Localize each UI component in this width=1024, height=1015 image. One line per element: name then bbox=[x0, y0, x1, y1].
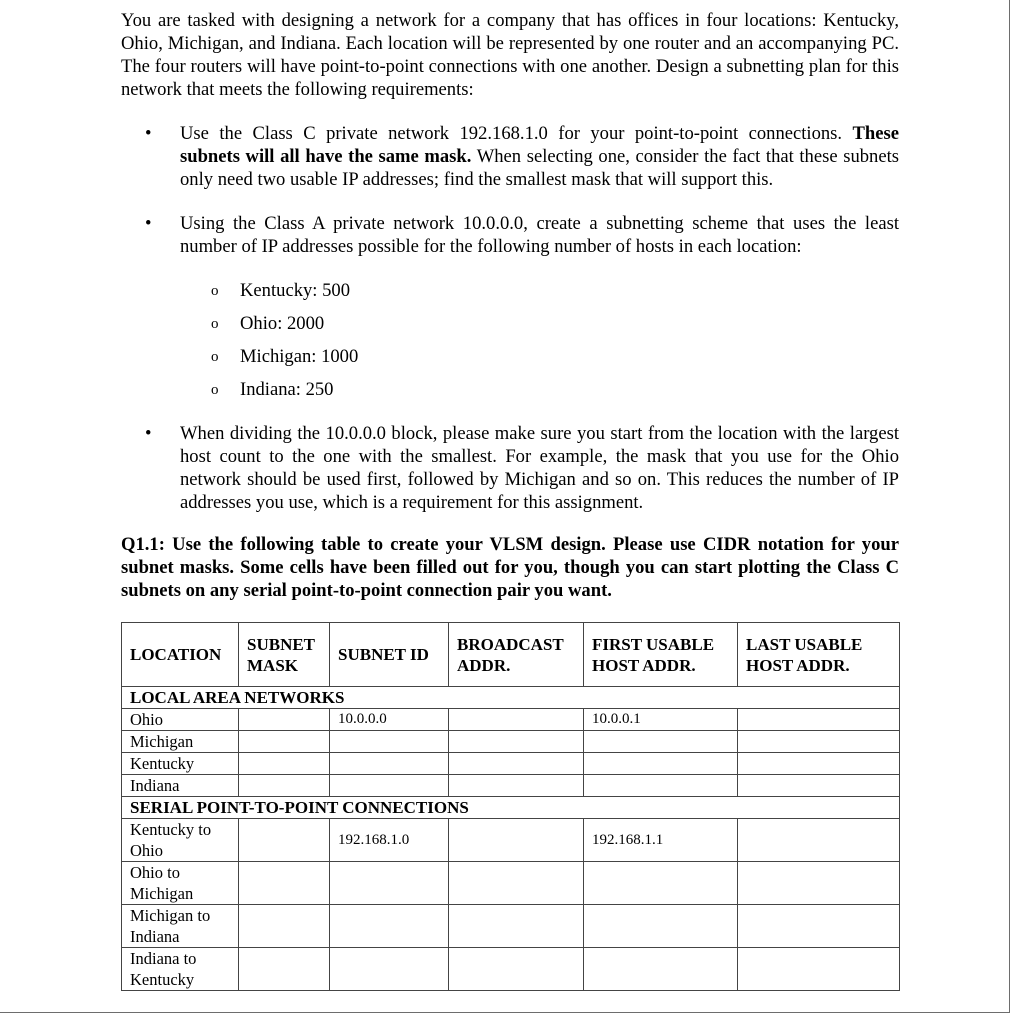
cell-last-usable[interactable] bbox=[738, 948, 900, 991]
cell-subnet-id[interactable] bbox=[330, 775, 449, 797]
intro-paragraph: You are tasked with designing a network for a company that has offices in four locations: Kentucky, Ohio, Michigan, and Indiana. Each location will be represented by one router and an accompanying PC. The four routers will have point-to-point connections with one another. Design a subnetting plan for this network that meets the following requirements: bbox=[121, 10, 899, 100]
cell-broadcast[interactable] bbox=[449, 819, 584, 862]
list-item: o Indiana: 250 bbox=[121, 378, 899, 411]
cell-subnet-mask[interactable] bbox=[239, 948, 330, 991]
section-lan-title: LOCAL AREA NETWORKS bbox=[122, 687, 900, 709]
cell-location: Indiana to Kentucky bbox=[122, 948, 239, 991]
table-header-row bbox=[122, 623, 900, 687]
host-count-ohio: Ohio: 2000 bbox=[240, 313, 325, 334]
cell-location: Ohio bbox=[122, 709, 239, 731]
cell-last-usable[interactable] bbox=[738, 731, 900, 753]
bullet-class-c-part2: When selecting one, consider the fact that these subnets only need two usable IP addresses; find the smallest mask that will support this. bbox=[180, 146, 899, 190]
host-count-kentucky: Kentucky: 500 bbox=[240, 280, 350, 301]
cell-subnet-mask[interactable] bbox=[239, 905, 330, 948]
cell-subnet-mask[interactable] bbox=[239, 862, 330, 905]
header-subnet-mask: SUBNET MASK bbox=[239, 623, 330, 687]
cell-last-usable[interactable] bbox=[738, 753, 900, 775]
cell-subnet-id[interactable]: 192.168.1.0 bbox=[330, 819, 449, 862]
cell-first-usable[interactable] bbox=[584, 753, 738, 775]
header-first-usable: FIRST USABLE HOST ADDR. bbox=[584, 623, 738, 687]
bullet-class-c bbox=[121, 122, 899, 191]
cell-subnet-mask[interactable] bbox=[239, 731, 330, 753]
section-p2p-title: SERIAL POINT-TO-POINT CONNECTIONS bbox=[122, 797, 900, 819]
bullet-dot: • bbox=[145, 123, 152, 144]
cell-subnet-id[interactable] bbox=[330, 862, 449, 905]
document-body bbox=[121, 8, 899, 602]
cell-subnet-mask[interactable] bbox=[239, 709, 330, 731]
table-row bbox=[122, 731, 900, 753]
bullet-ordering bbox=[121, 422, 899, 514]
cell-broadcast[interactable] bbox=[449, 862, 584, 905]
cell-first-usable[interactable] bbox=[584, 948, 738, 991]
question-q1-1: Q1.1: Use the following table to create your VLSM design. Please use CIDR notation for your subnet masks. Some cells have been filled out for you, though you can start plotting the Class C subnets on any serial point-to-point connection pair you want. bbox=[121, 534, 899, 601]
cell-broadcast[interactable] bbox=[449, 905, 584, 948]
cell-last-usable[interactable] bbox=[738, 905, 900, 948]
cell-location: Ohio to Michigan bbox=[122, 862, 239, 905]
cell-subnet-id[interactable] bbox=[330, 905, 449, 948]
table-row bbox=[122, 753, 900, 775]
bullet-class-c-text bbox=[180, 122, 899, 191]
cell-subnet-mask[interactable] bbox=[239, 753, 330, 775]
table-row bbox=[122, 775, 900, 797]
header-last-usable: LAST USABLE HOST ADDR. bbox=[738, 623, 900, 687]
cell-subnet-id[interactable] bbox=[330, 731, 449, 753]
cell-first-usable[interactable] bbox=[584, 862, 738, 905]
bullet-class-a-text: Using the Class A private network 10.0.0.0, create a subnetting scheme that uses the least number of IP addresses possible for the following number of hosts in each location: bbox=[180, 213, 899, 257]
cell-last-usable[interactable] bbox=[738, 862, 900, 905]
bullet-dot: • bbox=[145, 213, 152, 234]
bullet-class-c-part1: Use the Class C private network 192.168.1.0 for your point-to-point connections. bbox=[180, 123, 853, 144]
bullet-ordering-text: When dividing the 10.0.0.0 block, please make sure you start from the location with the largest host count to the one with the smallest. For example, the mask that you use for the Ohio network should be used first, followed by Michigan and so on. This reduces the number of IP addresses you use, which is a requirement for this assignment. bbox=[180, 423, 899, 513]
table-row bbox=[122, 709, 900, 731]
section-p2p-row bbox=[122, 797, 900, 819]
cell-last-usable[interactable] bbox=[738, 819, 900, 862]
cell-last-usable[interactable] bbox=[738, 709, 900, 731]
host-count-list bbox=[121, 279, 899, 411]
list-item: o Kentucky: 500 bbox=[121, 279, 899, 312]
cell-subnet-id[interactable] bbox=[330, 948, 449, 991]
header-broadcast: BROADCAST ADDR. bbox=[449, 623, 584, 687]
cell-broadcast[interactable] bbox=[449, 775, 584, 797]
table-row bbox=[122, 819, 900, 862]
cell-first-usable[interactable] bbox=[584, 731, 738, 753]
bullet-dot: • bbox=[145, 423, 152, 444]
cell-location: Kentucky to Ohio bbox=[122, 819, 239, 862]
cell-location: Kentucky bbox=[122, 753, 239, 775]
cell-location: Michigan bbox=[122, 731, 239, 753]
cell-first-usable[interactable]: 10.0.0.1 bbox=[584, 709, 738, 731]
host-count-indiana: Indiana: 250 bbox=[240, 379, 334, 400]
header-subnet-id: SUBNET ID bbox=[330, 623, 449, 687]
cell-subnet-id[interactable] bbox=[330, 753, 449, 775]
host-count-michigan: Michigan: 1000 bbox=[240, 346, 359, 367]
cell-first-usable[interactable] bbox=[584, 905, 738, 948]
section-lan-row bbox=[122, 687, 900, 709]
cell-broadcast[interactable] bbox=[449, 709, 584, 731]
table-row bbox=[122, 948, 900, 991]
cell-subnet-id[interactable]: 10.0.0.0 bbox=[330, 709, 449, 731]
table-row bbox=[122, 862, 900, 905]
cell-subnet-mask[interactable] bbox=[239, 775, 330, 797]
bullet-class-c-bold: These subnets will all have the same mask. bbox=[180, 123, 899, 167]
cell-first-usable[interactable]: 192.168.1.1 bbox=[584, 819, 738, 862]
bullet-class-a bbox=[121, 212, 899, 258]
cell-first-usable[interactable] bbox=[584, 775, 738, 797]
list-item: o Ohio: 2000 bbox=[121, 312, 899, 345]
table-row bbox=[122, 905, 900, 948]
cell-broadcast[interactable] bbox=[449, 753, 584, 775]
cell-broadcast[interactable] bbox=[449, 731, 584, 753]
list-item: o Michigan: 1000 bbox=[121, 345, 899, 378]
cell-location: Michigan to Indiana bbox=[122, 905, 239, 948]
header-location: LOCATION bbox=[122, 623, 239, 687]
cell-broadcast[interactable] bbox=[449, 948, 584, 991]
cell-subnet-mask[interactable] bbox=[239, 819, 330, 862]
vlsm-table bbox=[121, 622, 900, 991]
cell-last-usable[interactable] bbox=[738, 775, 900, 797]
cell-location: Indiana bbox=[122, 775, 239, 797]
